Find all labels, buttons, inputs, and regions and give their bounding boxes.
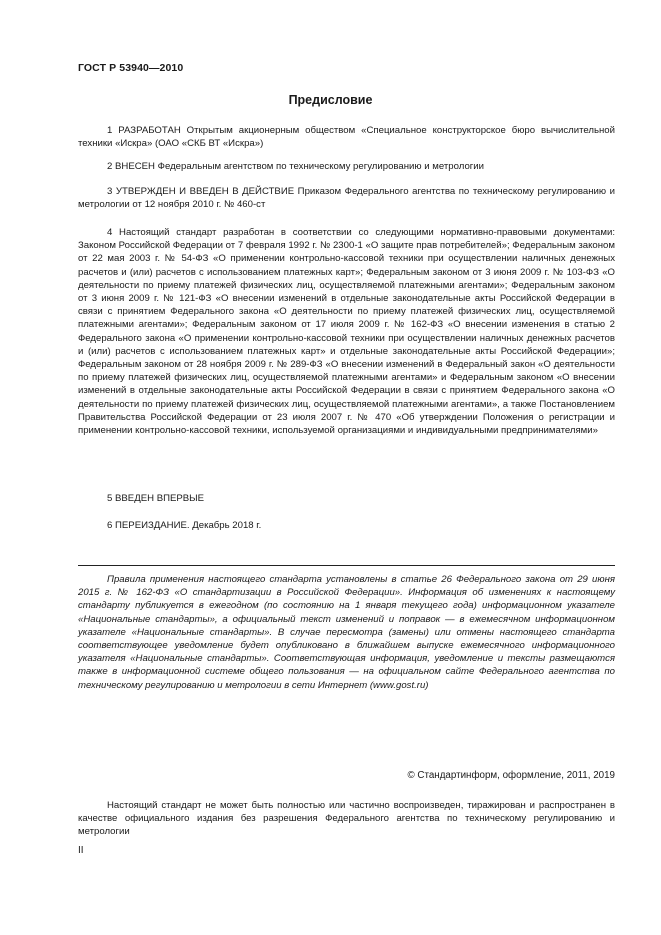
foreword-item-5: 5 ВВЕДЕН ВПЕРВЫЕ: [107, 493, 205, 504]
page-title: Предисловие: [288, 93, 373, 107]
page-number: II: [78, 845, 84, 856]
copyright-line: © Стандартинформ, оформление, 2011, 2019: [407, 770, 615, 781]
reproduction-notice: Настоящий стандарт не может быть полностью или частично воспроизведен, тиражирован и распространен в качестве официального издания без разрешения Федерального агентства по техническому регулированию и метрологии: [78, 800, 615, 838]
foreword-item-3: 3 УТВЕРЖДЕН И ВВЕДЕН В ДЕЙСТВИЕ Приказом Федерального агентства по техническому регулированию и метрологии от 12 ноября 2010 г. № 460-ст: [78, 186, 615, 211]
foreword-item-1: 1 РАЗРАБОТАН Открытым акционерным обществом «Специальное конструкторское бюро вычислительной техники «Искра» (ОАО «СКБ ВТ «Искра»): [78, 125, 615, 150]
foreword-item-2: 2 ВНЕСЕН Федеральным агентством по техническому регулированию и метрологии: [107, 161, 485, 172]
note-top-divider: [78, 565, 615, 566]
foreword-item-6: 6 ПЕРЕИЗДАНИЕ. Декабрь 2018 г.: [107, 520, 262, 531]
foreword-item-4: 4 Настоящий стандарт разработан в соответствии со следующими нормативно-правовыми документами: Законом Российской Федерации от 7 февраля 1992 г. № 2300-1 «О защите прав потребителей»; Федеральным законом от 22 мая 2003 г. № 54-ФЗ «О применении контрольно-кассовой техники при осуществлении наличных денежных расчетов и (или) расчетов с использованием платежных карт»; Федеральным законом от 3 июня 2009 г. № 103-ФЗ «О деятельности по приему платежей физических лиц, осуществляемой платежными агентами»; Федеральным законом от 3 июня 2009 г. № 121-ФЗ «О внесении изменений в отдельные законодательные акты Российской Федерации в связи с принятием Федерального закона «О деятельности по приему платежей физических лиц, осуществляемой платежными агентами»; Федеральным законом от 17 июля 2009 г. № 162-ФЗ «О внесении изменения в статью 2 Федерального закона «О применении контрольно-кассовой техники при осуществлении наличных денежных расчетов и (или) расчетов с использованием платежных карт» и отдельные законодательные акты Российской Федерации»; Федеральным законом от 28 ноября 2009 г. № 289-ФЗ «О внесении изменений в Федеральный закон «О деятельности по приему платежей физических лиц, осуществляемой платежными агентами» и Федеральным законом «О внесении изменений в отдельные законодательные акты Российской Федерации в связи с принятием Федерального закона «О деятельности по приему платежей физических лиц, осуществляемой платежными агентами», а также Постановлением Правительства Российской Федерации от 23 июля 2007 г. № 470 «Об утверждении Положения о регистрации и применении контрольно-кассовой техники, используемой организациями и индивидуальными предпринимателями»: [78, 227, 615, 437]
standard-id-header: ГОСТ Р 53940—2010: [78, 62, 184, 74]
standard-application-note: Правила применения настоящего стандарта установлены в статье 26 Федерального закона от 29 июня 2015 г. № 162-ФЗ «О стандартизации в Российской Федерации». Информация об изменениях к настоящему стандарту публикуется в ежегодном (по состоянию на 1 января текущего года) информационном указателе «Национальные стандарты», а официальный текст изменений и поправок — в ежемесячном информационном указателе «Национальные стандарты». В случае пересмотра (замены) или отмены настоящего стандарта соответствующее уведомление будет опубликовано в ближайшем выпуске ежемесячного информационного указателя «Национальные стандарты». Соответствующая информация, уведомление и тексты размещаются также в информационной системе общего пользования — на официальном сайте Федерального агентства по техническому регулированию и метрологии в сети Интернет (www.gost.ru): [78, 574, 615, 691]
